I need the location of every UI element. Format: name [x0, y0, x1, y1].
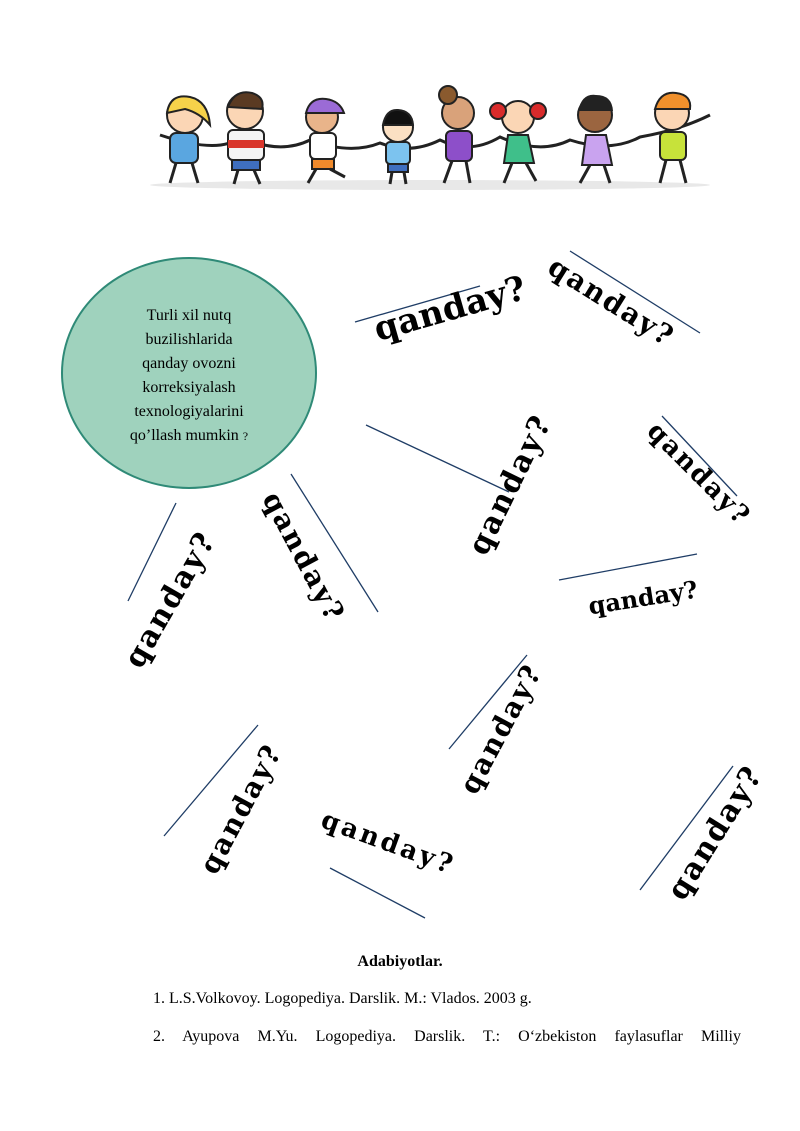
connector-line — [559, 554, 697, 580]
circle-line-6 — [99, 424, 279, 448]
question-word-4: qanday? — [640, 416, 757, 532]
question-word-1: qanday? — [369, 268, 531, 350]
central-question-circle — [61, 257, 317, 489]
circle-line-5: texnologiyalarini — [134, 403, 244, 420]
circle-last-line: qo’llash mumkin — [129, 427, 239, 444]
circle-line-4: korreksiyalash — [142, 379, 236, 396]
question-word-3: qanday? — [461, 408, 560, 561]
circle-question-mark: ? — [242, 429, 249, 443]
question-word-6: qanday? — [255, 486, 352, 628]
central-question-text — [99, 304, 279, 448]
question-word-9: qanday? — [192, 738, 289, 880]
question-word-5: qanday? — [586, 574, 700, 621]
connector-line — [330, 868, 425, 918]
references-title: Adabiyotlar. — [357, 953, 443, 970]
question-word-8: qanday? — [452, 658, 549, 800]
question-word-7: qanday? — [117, 525, 224, 675]
connector-line — [366, 425, 509, 492]
question-word-2: qanday? — [542, 249, 681, 354]
question-word-11: qanday? — [660, 759, 771, 907]
question-word-10: qanday? — [317, 804, 460, 882]
reference-item-2: 2. Ayupova M.Yu. Logopediya. Darslik. T.: O‘zbekiston faylasuflar Milliy — [153, 1028, 741, 1045]
circle-line-3: qanday ovozni — [142, 355, 236, 372]
circle-line-1: Turli xil nutq — [146, 307, 232, 324]
circle-line-2: buzilishlarida — [145, 331, 233, 348]
reference-item-1: 1. L.S.Volkovoy. Logopediya. Darslik. M.: Vlados. 2003 g. — [153, 990, 532, 1007]
